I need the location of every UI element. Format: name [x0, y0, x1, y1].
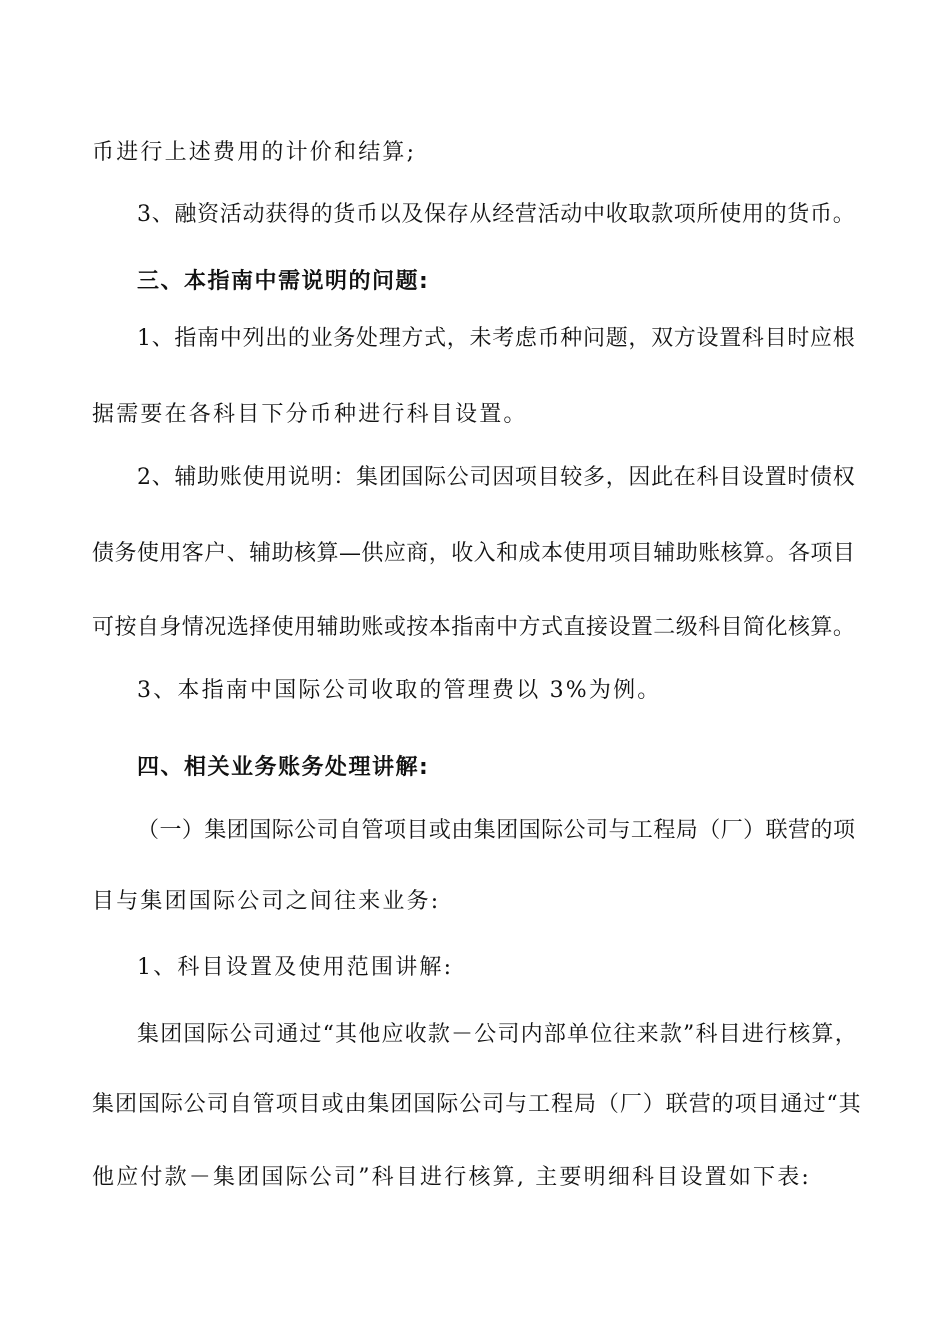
- section-heading: 四、相关业务账务处理讲解:: [137, 755, 430, 780]
- list-item-line: 1、科目设置及使用范围讲解:: [137, 955, 454, 980]
- list-item-line: 3、本指南中国际公司收取的管理费以 3%为例。: [137, 678, 662, 703]
- paragraph-line: 据需要在各科目下分币种进行科目设置。: [92, 402, 528, 427]
- paragraph-line: 集团国际公司通过“其他应收款－公司内部单位往来款”科目进行核算，: [137, 1022, 858, 1047]
- paragraph-line: 集团国际公司自管项目或由集团国际公司与工程局（厂）联营的项目通过“其: [92, 1092, 862, 1117]
- subsection-line: （一）集团国际公司自管项目或由集团国际公司与工程局（厂）联营的项: [137, 818, 856, 843]
- paragraph-line: 币进行上述费用的计价和结算;: [92, 140, 417, 165]
- paragraph-line: 目与集团国际公司之间往来业务:: [92, 889, 441, 914]
- list-item-line: 2、辅助账使用说明：集团国际公司因项目较多，因此在科目设置时债权: [137, 465, 856, 490]
- list-item-line: 3、融资活动获得的货币以及保存从经营活动中收取款项所使用的货币。: [137, 202, 856, 227]
- section-heading: 三、本指南中需说明的问题:: [137, 269, 430, 294]
- paragraph-line: 可按自身情况选择使用辅助账或按本指南中方式直接设置二级科目简化核算。: [92, 615, 856, 640]
- paragraph-line: 他应付款－集团国际公司”科目进行核算, 主要明细科目设置如下表:: [92, 1165, 812, 1190]
- list-item-line: 1、指南中列出的业务处理方式，未考虑币种问题，双方设置科目时应根: [137, 326, 856, 351]
- paragraph-line: 债务使用客户、辅助核算—供应商，收入和成本使用项目辅助账核算。各项目: [92, 541, 856, 566]
